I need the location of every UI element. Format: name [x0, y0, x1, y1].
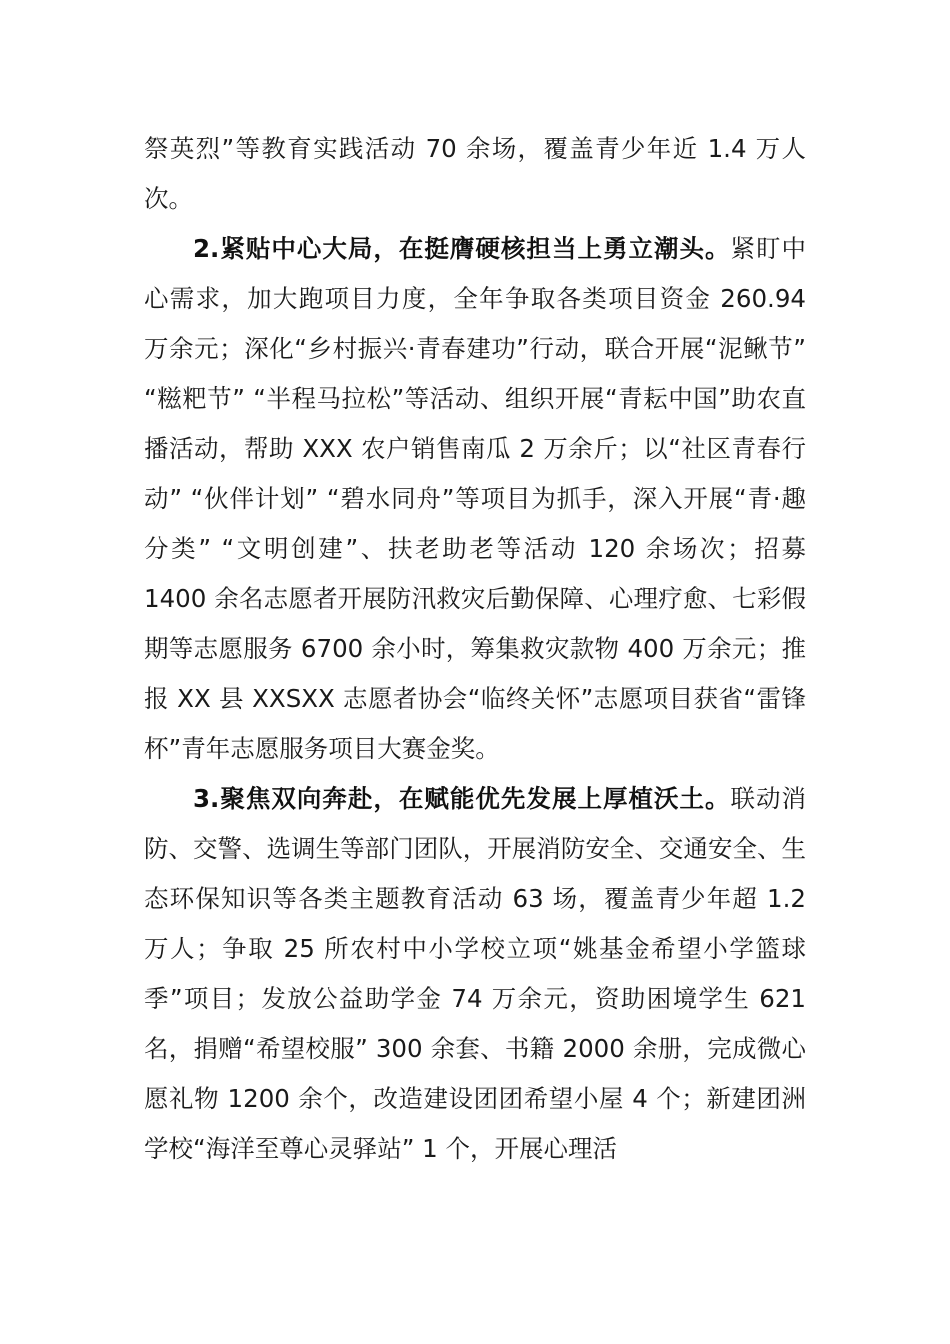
paragraph-section-2 [144, 224, 806, 774]
paragraph-section-3 [144, 774, 806, 1174]
section-heading: 3.聚焦双向奔赴，在赋能优先发展上厚植沃土。 [193, 784, 731, 813]
paragraph-continuation [144, 124, 806, 224]
paragraph-text: 紧盯中心需求，加大跑项目力度，全年争取各类项目资金 260.94 万余元；深化“乡村振兴·青春建功”行动，联合开展“泥鳅节” “糍粑节” “半程马拉松”等活动、组织开展“青耘中国”助农直播活动，帮助 XXX 农户销售南瓜 2 万余斤；以“社区青春行动” “伙伴计划” “碧水同舟”等项目为抓手，深入开展“青·趣分类” “文明创建”、扶老助老等活动 120 余场次；招募 1400 余名志愿者开展防汛救灾后勤保障、心理疗愈、七彩假期等志愿服务 6700 余小时，筹集救灾款物 400 万余元；推报 XX 县 XXSXX 志愿者协会“临终关怀”志愿项目获省“雷锋杯”青年志愿服务项目大赛金奖。 [144, 234, 806, 763]
section-heading: 2.紧贴中心大局，在挺膺硬核担当上勇立潮头。 [193, 234, 731, 263]
paragraph-text: 祭英烈”等教育实践活动 70 余场，覆盖青少年近 1.4 万人次。 [144, 134, 806, 213]
document-body [144, 124, 806, 1174]
paragraph-text: 联动消防、交警、选调生等部门团队，开展消防安全、交通安全、生态环保知识等各类主题教育活动 63 场，覆盖青少年超 1.2 万人；争取 25 所农村中小学校立项“姚基金希望小学篮球季”项目；发放公益助学金 74 万余元，资助困境学生 621 名，捐赠“希望校服” 300 余套、书籍 2000 余册，完成微心愿礼物 1200 余个，改造建设团团希望小屋 4 个；新建团洲学校“海洋至尊心灵驿站” 1 个，开展心理活 [144, 784, 806, 1163]
